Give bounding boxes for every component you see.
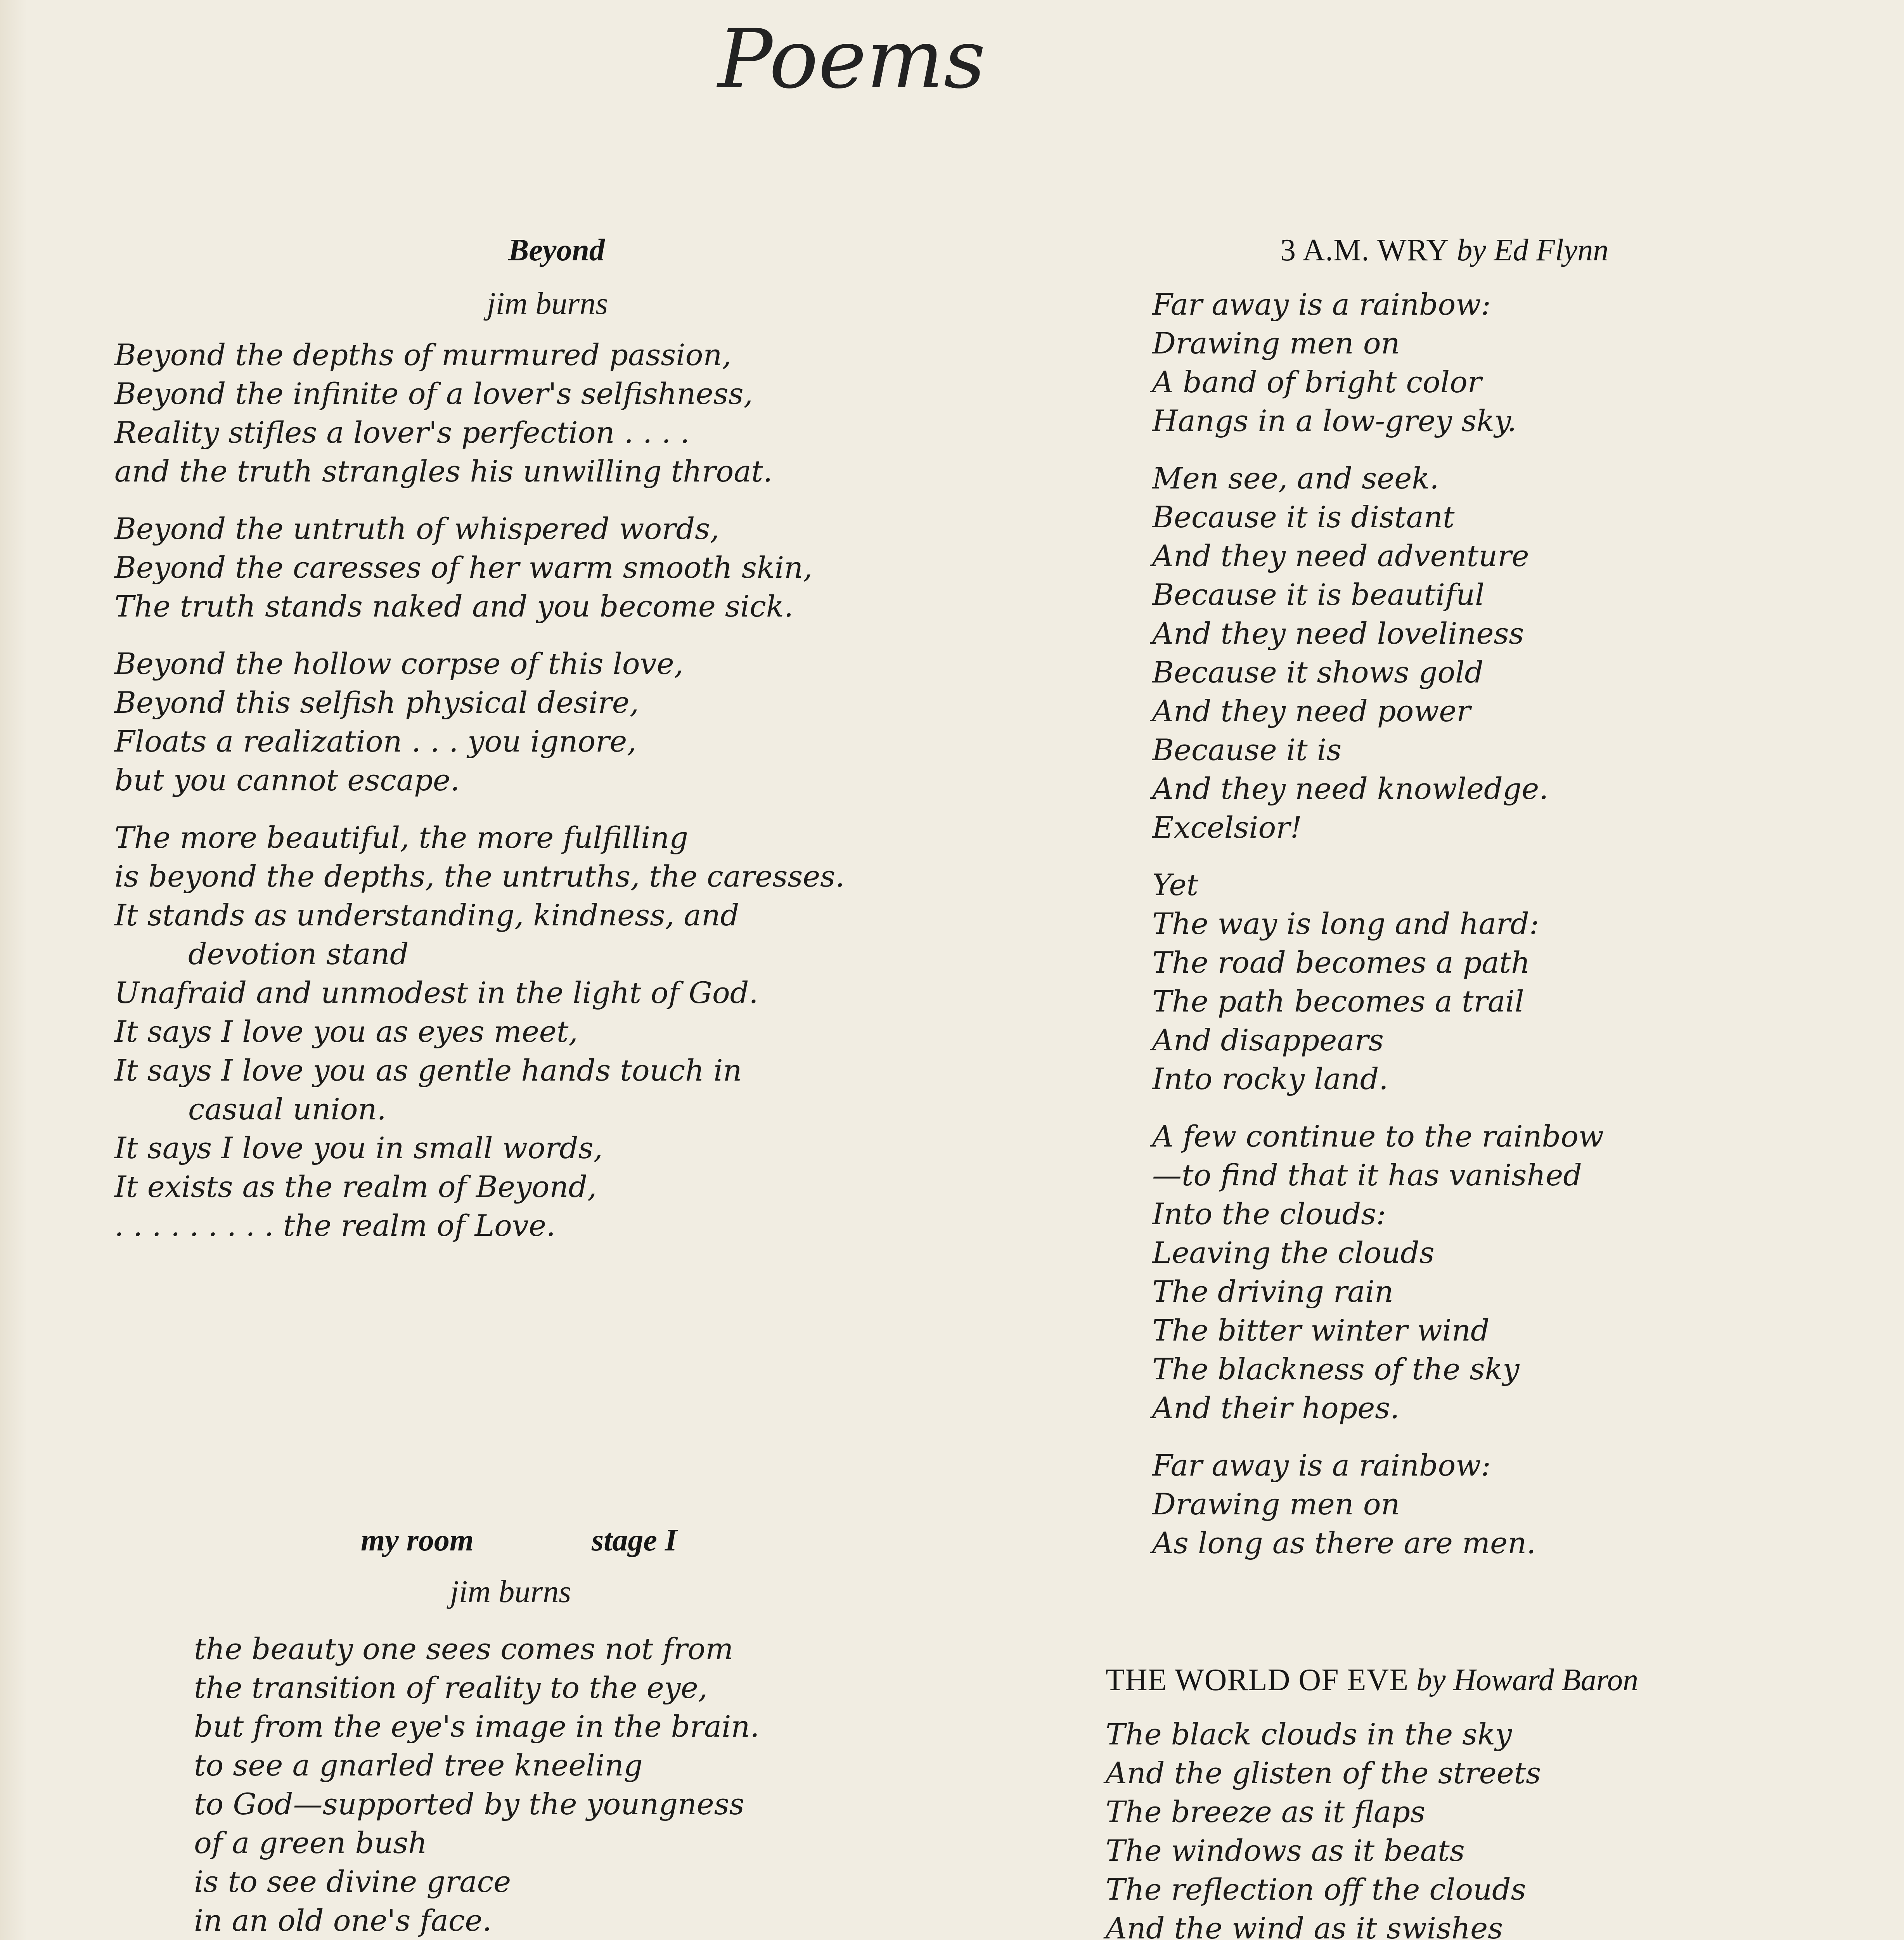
page-edge-shadow bbox=[0, 0, 27, 1940]
poem-body-world-of-eve bbox=[1106, 1715, 1542, 1940]
poem-line: The reflection off the clouds bbox=[1106, 1872, 1526, 1907]
poem-line: Leaving the clouds bbox=[1152, 1235, 1435, 1270]
poem-line: And their hopes. bbox=[1152, 1391, 1400, 1425]
poem-line: Because it shows gold bbox=[1152, 655, 1484, 689]
stanza bbox=[1152, 459, 1604, 847]
poem-line: and the truth strangles his unwilling throat. bbox=[114, 454, 773, 488]
poem-line: Beyond the infinite of a lover's selfishness, bbox=[114, 376, 753, 411]
poem-line: And they need power bbox=[1152, 694, 1471, 728]
poem-line: It stands as understanding, kindness, and bbox=[114, 898, 739, 932]
poem-line: It says I love you as gentle hands touch in bbox=[114, 1053, 742, 1088]
poem-line: Hangs in a low-grey sky. bbox=[1152, 404, 1517, 438]
poem-line: casual union. bbox=[188, 1092, 386, 1126]
poem-line: Drawing men on bbox=[1152, 326, 1400, 360]
stanza bbox=[1152, 285, 1604, 440]
poem-title-my-room: my room bbox=[361, 1523, 474, 1557]
poem-line: Beyond the caresses of her warm smooth skin, bbox=[114, 550, 813, 585]
poem-line: It says I love you as eyes meet, bbox=[114, 1014, 578, 1049]
poem-line: And they need knowledge. bbox=[1152, 771, 1549, 806]
poem-line: Because it is bbox=[1152, 733, 1342, 767]
poem-line: And the wind as it swishes bbox=[1106, 1911, 1503, 1940]
poem-line: The driving rain bbox=[1152, 1274, 1393, 1309]
stanza bbox=[114, 509, 845, 626]
poem-byline: by Ed Flynn bbox=[1457, 233, 1609, 267]
poem-line: Beyond the depths of murmured passion, bbox=[114, 338, 732, 372]
poem-line: The path becomes a trail bbox=[1152, 984, 1524, 1018]
poem-line: the transition of reality to the eye, bbox=[194, 1670, 708, 1705]
poem-line: It exists as the realm of Beyond, bbox=[114, 1169, 597, 1204]
poem-line: And they need adventure bbox=[1152, 539, 1529, 573]
page-heading: Poems bbox=[718, 12, 986, 107]
poem-line: . . . . . . . . . the realm of Love. bbox=[114, 1208, 556, 1243]
stanza bbox=[114, 336, 845, 491]
poem-body-my-room bbox=[194, 1630, 760, 1940]
poem-line: The black clouds in the sky bbox=[1106, 1717, 1512, 1751]
stanza bbox=[114, 644, 845, 800]
poem-line: but you cannot escape. bbox=[114, 763, 460, 797]
poem-line: Floats a realization . . . you ignore, bbox=[114, 724, 637, 759]
poem-line: The breeze as it flaps bbox=[1106, 1794, 1426, 1829]
poem-line: but from the eye's image in the brain. bbox=[194, 1709, 760, 1744]
poem-line: Because it is distant bbox=[1152, 500, 1455, 534]
stanza bbox=[1152, 866, 1604, 1098]
poem-line: is to see divine grace bbox=[194, 1864, 511, 1899]
poem-line: And they need loveliness bbox=[1152, 616, 1524, 651]
poem-line: Excelsior! bbox=[1152, 810, 1302, 845]
poem-title-world-of-eve bbox=[1106, 1663, 1638, 1698]
poem-line: Beyond this selfish physical desire, bbox=[114, 685, 639, 720]
poem-line: Because it is beautiful bbox=[1152, 577, 1485, 612]
poem-line: Beyond the untruth of whispered words, bbox=[114, 511, 720, 546]
poem-line: The windows as it beats bbox=[1106, 1833, 1465, 1868]
stanza bbox=[1152, 1117, 1604, 1427]
poem-line: The bitter winter wind bbox=[1152, 1313, 1490, 1348]
poem-line: Yet bbox=[1152, 868, 1199, 902]
poem-line: Unafraid and unmodest in the light of God. bbox=[114, 975, 758, 1010]
poem-line: Far away is a rainbow: bbox=[1152, 287, 1491, 322]
poem-line: The blackness of the sky bbox=[1152, 1352, 1520, 1386]
poem-line: As long as there are men. bbox=[1152, 1526, 1536, 1560]
stanza bbox=[1106, 1715, 1542, 1940]
poem-line: And disappears bbox=[1152, 1023, 1384, 1057]
poem-line: The truth stands naked and you become sick. bbox=[114, 589, 794, 624]
poem-byline: by Howard Baron bbox=[1416, 1663, 1638, 1697]
poem-line: The way is long and hard: bbox=[1152, 906, 1539, 941]
poem-line: Into rocky land. bbox=[1152, 1062, 1388, 1096]
poem-line: And the glisten of the streets bbox=[1106, 1756, 1541, 1790]
poem-line: The road becomes a path bbox=[1152, 945, 1530, 980]
poem-title-3am-wry bbox=[1280, 233, 1608, 268]
poem-body-beyond bbox=[114, 336, 845, 1264]
poem-body-3am-wry bbox=[1152, 285, 1604, 1581]
poem-subtitle-stage: stage I bbox=[592, 1523, 677, 1557]
poem-title-beyond: Beyond bbox=[508, 233, 605, 267]
poem-title-text: THE WORLD OF EVE bbox=[1106, 1663, 1409, 1697]
stanza bbox=[1152, 1446, 1604, 1562]
poem-line: Reality stifles a lover's perfection . . . . bbox=[114, 415, 690, 450]
poem-line: Far away is a rainbow: bbox=[1152, 1448, 1491, 1483]
poem-line: Into the clouds: bbox=[1152, 1197, 1386, 1231]
poem-line: It says I love you in small words, bbox=[114, 1131, 603, 1165]
stanza bbox=[114, 818, 845, 1245]
poem-line: to God—supported by the youngness bbox=[194, 1787, 744, 1821]
poem-line: the beauty one sees comes not from bbox=[194, 1632, 734, 1666]
poem-line: of a green bush bbox=[194, 1826, 428, 1860]
poem-title-text: 3 A.M. WRY bbox=[1280, 233, 1449, 267]
poem-line: devotion stand bbox=[188, 937, 409, 971]
poem-line: The more beautiful, the more fulfilling bbox=[114, 820, 688, 855]
poem-line: Drawing men on bbox=[1152, 1487, 1400, 1521]
poem-author-my-room: jim burns bbox=[450, 1574, 571, 1609]
poem-line: A few continue to the rainbow bbox=[1152, 1119, 1604, 1154]
poem-line: —to find that it has vanished bbox=[1152, 1158, 1582, 1192]
poem-line: is beyond the depths, the untruths, the caresses. bbox=[114, 859, 845, 894]
poem-author-beyond: jim burns bbox=[487, 286, 608, 321]
poem-line: in an old one's face. bbox=[194, 1903, 492, 1938]
poem-line: A band of bright color bbox=[1152, 365, 1482, 399]
poem-line: to see a gnarled tree kneeling bbox=[194, 1748, 643, 1782]
poem-line: Men see, and seek. bbox=[1152, 461, 1439, 495]
poem-line: Beyond the hollow corpse of this love, bbox=[114, 646, 684, 681]
stanza bbox=[194, 1630, 760, 1940]
